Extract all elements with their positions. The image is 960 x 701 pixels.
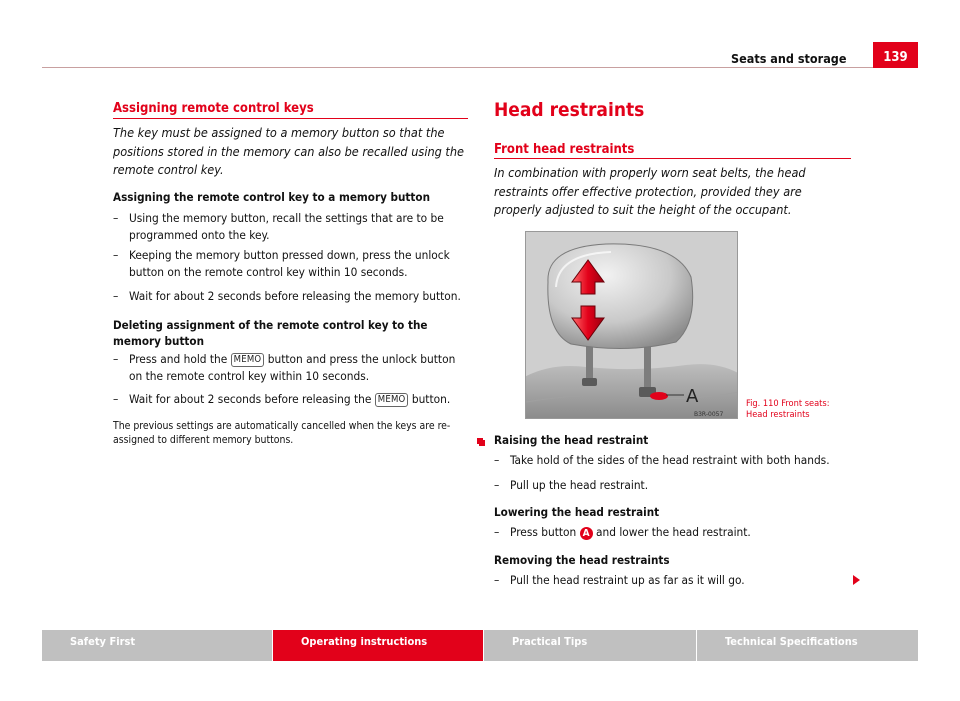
footer-tab-technical-specifications[interactable]: Technical Specifications bbox=[697, 630, 918, 661]
subheading-assign: Assigning the remote control key to a memory button bbox=[113, 190, 430, 204]
footer-tab-practical-tips[interactable]: Practical Tips bbox=[484, 630, 696, 661]
section-heading-front: Front head restraints bbox=[494, 142, 635, 157]
dash: – bbox=[494, 453, 500, 467]
memo-key: MEMO bbox=[375, 393, 409, 407]
step-text: Pull the head restraint up as far as it will go. bbox=[510, 573, 745, 587]
step-text: button. bbox=[411, 392, 451, 406]
dash: – bbox=[113, 211, 119, 225]
step-assign-1 bbox=[113, 210, 468, 244]
dash: – bbox=[113, 289, 119, 303]
subheading-remove: Removing the head restraints bbox=[494, 553, 670, 567]
footer-tabs bbox=[42, 630, 918, 661]
dash: – bbox=[113, 352, 119, 366]
subheading-raise: Raising the head restraint bbox=[494, 433, 649, 447]
step-raise-2 bbox=[494, 477, 851, 494]
intro-remote-keys: The key must be assigned to a memory button so that the positions stored in the memory can also be recalled using the remote control key. bbox=[113, 125, 465, 177]
step-text: Pull up the head restraint. bbox=[510, 478, 649, 492]
step-delete-1 bbox=[113, 351, 468, 385]
step-assign-2 bbox=[113, 247, 468, 281]
step-text: Press and hold the bbox=[129, 352, 228, 366]
caption-line: Fig. 110 Front seats: bbox=[746, 398, 830, 409]
section-rule bbox=[113, 118, 468, 119]
running-header-title: Seats and storage bbox=[731, 51, 847, 66]
continued-arrow-icon bbox=[853, 575, 860, 585]
step-text: Using the memory button, recall the settings that are to be programmed onto the key. bbox=[129, 211, 444, 242]
callout-label: A bbox=[686, 386, 699, 407]
main-heading: Head restraints bbox=[494, 99, 645, 121]
step-remove-1 bbox=[494, 572, 851, 589]
figure-code: B3R-0057 bbox=[694, 411, 724, 418]
step-delete-2 bbox=[113, 391, 468, 408]
intro-head-restraints: In combination with properly worn seat belts, the head restraints offer effective protection, provided they are properly adjusted to suit the height of the occupant. bbox=[494, 165, 806, 217]
subheading-lower: Lowering the head restraint bbox=[494, 505, 660, 519]
footer-tab-safety-first[interactable]: Safety First bbox=[42, 630, 272, 661]
step-text: Wait for about 2 seconds before releasing the bbox=[129, 392, 372, 406]
step-text: Wait for about 2 seconds before releasing the memory button. bbox=[129, 289, 461, 303]
step-text: and lower the head restraint. bbox=[596, 525, 751, 539]
figure-end-marker bbox=[477, 438, 483, 444]
dash: – bbox=[494, 525, 500, 539]
page-number: 139 bbox=[873, 42, 918, 68]
head-restraint-illustration bbox=[526, 232, 738, 419]
step-text: Take hold of the sides of the head restraint with both hands. bbox=[510, 453, 830, 467]
step-raise-1 bbox=[494, 452, 851, 469]
note-text: The previous settings are automatically cancelled when the keys are re-assigned to different memory buttons. bbox=[113, 420, 451, 446]
figure-head-restraint bbox=[525, 231, 738, 419]
dash: – bbox=[494, 573, 500, 587]
step-text: Keeping the memory button pressed down, press the unlock button on the remote control key within 10 seconds. bbox=[129, 248, 450, 279]
figure-caption bbox=[746, 398, 830, 420]
dash: – bbox=[113, 248, 119, 262]
header-rule bbox=[42, 67, 873, 68]
caption-line: Head restraints bbox=[746, 409, 810, 420]
footer-tab-operating-instructions[interactable]: Operating instructions bbox=[273, 630, 483, 661]
step-text: button and press the unlock button on the remote control key within 10 seconds. bbox=[129, 352, 456, 383]
step-assign-3 bbox=[113, 288, 468, 305]
section-heading-remote-keys: Assigning remote control keys bbox=[113, 101, 314, 116]
step-text: Press button bbox=[510, 525, 577, 539]
dash: – bbox=[113, 392, 119, 406]
dash: – bbox=[494, 478, 500, 492]
step-lower-1 bbox=[494, 524, 851, 541]
subheading-delete: Deleting assignment of the remote control key to the memory button bbox=[113, 318, 428, 348]
section-rule bbox=[494, 158, 851, 159]
memo-key: MEMO bbox=[231, 353, 265, 367]
button-a-badge: A bbox=[580, 527, 593, 540]
